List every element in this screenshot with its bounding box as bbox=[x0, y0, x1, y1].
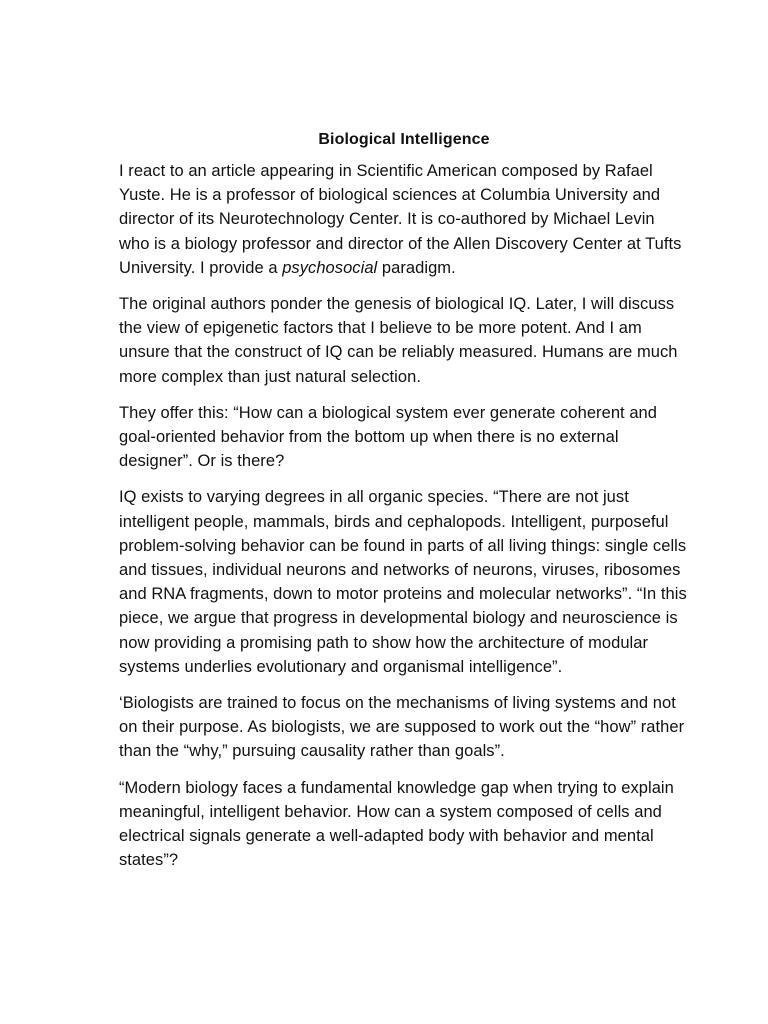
paragraph-intro bbox=[119, 159, 689, 280]
paragraph-biologists-trained: ‘Biologists are trained to focus on the mechanisms of living systems and not on their purpose. As biologists, we are supposed to work out the “how” rather than the “why,” pursuing causality rather than goals”. bbox=[119, 694, 685, 761]
paragraph-intro-text: I react to an article appearing in Scientific American composed by Rafael Yuste. He is a professor of biological sciences at Columbia University and director of its Neurotechnology Center. It is co-authored by Michael Levin who is a biology professor and director of the Allen Discovery Center at Tufts University. I provide a bbox=[119, 162, 682, 277]
paragraph-quote-designer: They offer this: “How can a biological system ever generate coherent and goal-oriented behavior from the bottom up when there is no external designer”. Or is there? bbox=[119, 403, 657, 471]
paragraph-genesis: The original authors ponder the genesis of biological IQ. Later, I will discuss the view of epigenetic factors that I believe to be more potent. And I am unsure that the construct of IQ can be reliably measured. Humans are much more complex than just natural selection. bbox=[119, 295, 678, 386]
document-body bbox=[119, 128, 689, 884]
document-title: Biological Intelligence bbox=[318, 131, 490, 148]
paragraph-iq-species: IQ exists to varying degrees in all organic species. “There are not just intelligent people, mammals, birds and cephalopods. Intelligent, purposeful problem-solving behavior can be found in parts of all living things: single cells and tissues, individual neurons and networks of neurons, viruses, ribosomes and RNA fragments, down to motor proteins and molecular networks”. “In this piece, we argue that progress in developmental biology and neuroscience is now providing a promising path to show how the architecture of modular systems underlies evolutionary and organismal intelligence”. bbox=[119, 488, 687, 676]
paragraph-intro-tail: paradigm. bbox=[377, 258, 456, 277]
emphasis-psychosocial: psychosocial bbox=[282, 258, 378, 277]
paragraph-knowledge-gap: “Modern biology faces a fundamental knowledge gap when trying to explain meaningful, intelligent behavior. How can a system composed of cells and electrical signals generate a well-adapted body with behavior and mental states”? bbox=[119, 778, 674, 870]
